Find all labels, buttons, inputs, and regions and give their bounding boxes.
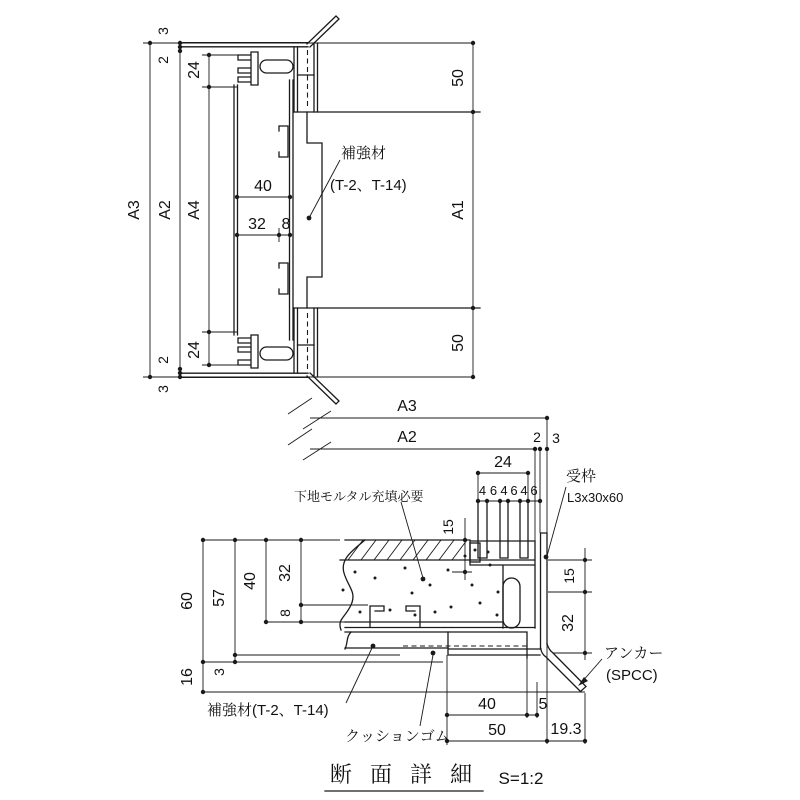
top-dim-a2: A2 bbox=[157, 200, 174, 220]
sec-dim-50-bottom: 50 bbox=[488, 722, 506, 739]
top-view-body bbox=[180, 16, 480, 404]
section-body bbox=[340, 487, 602, 726]
sec-dim-16: 16 bbox=[179, 668, 196, 686]
sec-dim-24: 24 bbox=[494, 454, 512, 471]
sec-dim-8-left: 8 bbox=[277, 609, 293, 617]
top-label-reinforcement-types: (T-2、T-14) bbox=[330, 177, 407, 194]
sec-label-reinforcement: 補強材(T-2、T-14) bbox=[207, 702, 329, 719]
top-dim-50-top: 50 bbox=[450, 69, 467, 87]
sec-dim-fin-3: 6 bbox=[510, 483, 518, 498]
top-label-reinforcement: 補強材 bbox=[341, 145, 387, 162]
sec-label-anchor: アンカー bbox=[604, 645, 664, 662]
top-dim-8: 8 bbox=[281, 216, 291, 233]
sec-dim-a2: A2 bbox=[397, 429, 417, 446]
top-dim-a1: A1 bbox=[450, 200, 467, 220]
drawing-scale: S=1:2 bbox=[498, 769, 544, 788]
sec-label-mortar: 下地モルタル充填必要 bbox=[294, 489, 424, 504]
sec-label-cushion: クッションゴム bbox=[345, 728, 450, 745]
title-block bbox=[325, 762, 543, 791]
sec-dim-fin-5: 6 bbox=[530, 483, 538, 498]
top-view bbox=[126, 16, 480, 404]
sec-dim-2: 2 bbox=[533, 429, 541, 445]
sec-dim-60: 60 bbox=[179, 592, 196, 610]
sec-dim-19-3: 19.3 bbox=[550, 721, 582, 738]
sec-dim-fin-2: 4 bbox=[500, 483, 508, 498]
top-dim-3-bottom: 3 bbox=[155, 385, 171, 393]
sec-dim-40-left: 40 bbox=[242, 572, 259, 590]
sec-dim-32-left: 32 bbox=[277, 564, 294, 582]
drawing-title: 断 面 詳 細 bbox=[329, 762, 479, 787]
sec-dim-a3: A3 bbox=[397, 398, 417, 415]
sec-dim-fin-1: 6 bbox=[489, 483, 498, 498]
sec-dim-15-right: 15 bbox=[561, 568, 577, 584]
sec-dim-fin-0: 4 bbox=[478, 483, 487, 498]
top-dim-50-bottom: 50 bbox=[450, 334, 467, 352]
top-dim-a3: A3 bbox=[126, 200, 143, 220]
sec-label-frame: 受枠 bbox=[566, 468, 597, 485]
sec-label-anchor-material: (SPCC) bbox=[606, 667, 658, 684]
top-dim-32: 32 bbox=[248, 216, 266, 233]
top-dim-2-bottom: 2 bbox=[155, 356, 171, 364]
sec-dim-5-bottom: 5 bbox=[538, 696, 548, 713]
sec-label-frame-size: L3x30x60 bbox=[567, 490, 624, 505]
top-dim-24-bottom: 24 bbox=[186, 341, 203, 359]
sec-dim-fin-4: 4 bbox=[520, 483, 528, 498]
sec-dim-3-left: 3 bbox=[211, 668, 227, 676]
top-dim-2-top: 2 bbox=[155, 56, 171, 64]
top-dim-40: 40 bbox=[254, 178, 272, 195]
sec-dim-40-bottom: 40 bbox=[478, 696, 496, 713]
top-dim-3-top: 3 bbox=[155, 27, 171, 35]
sec-dim-3: 3 bbox=[552, 430, 560, 446]
top-dim-24-top: 24 bbox=[186, 61, 203, 79]
section-view bbox=[179, 398, 663, 745]
top-dim-a4: A4 bbox=[186, 200, 203, 220]
sec-dim-57: 57 bbox=[211, 589, 228, 607]
sec-dim-15-left: 15 bbox=[440, 519, 456, 535]
sec-dim-32-right: 32 bbox=[560, 614, 577, 632]
